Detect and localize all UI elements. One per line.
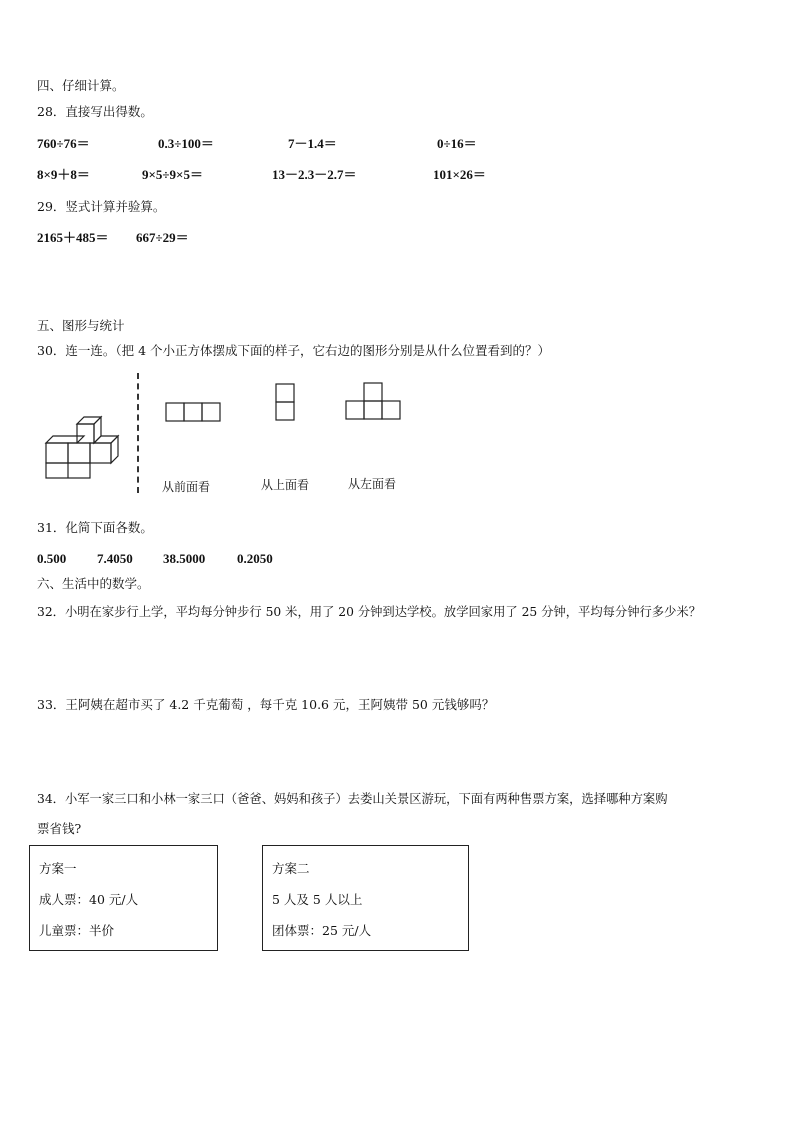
calc-item: 8×9＋8＝ xyxy=(37,167,90,182)
calc-item: 760÷76＝ xyxy=(37,136,90,151)
calc-item: 9×5÷9×5＝ xyxy=(142,167,203,182)
section-title-5: 五、图形与统计 xyxy=(37,318,125,333)
view-shape-3 xyxy=(345,382,403,422)
calc-item: 7－1.4＝ xyxy=(288,136,337,151)
question-30-label: 30．连一连。（把 4 个小正方体摆成下面的样子，它右边的图形分别是从什么位置看到的？） xyxy=(37,343,551,358)
view-shape-2 xyxy=(275,383,295,423)
section-title-6: 六、生活中的数学。 xyxy=(37,576,150,591)
plan-two-condition: 5 人及 5 人以上 xyxy=(272,892,363,907)
view-shape-1 xyxy=(165,402,222,422)
calc-item: 667÷29＝ xyxy=(136,230,189,245)
cube-stack-figure xyxy=(40,415,130,485)
view-caption-top: 从上面看 xyxy=(261,478,310,492)
plan-one-adult-price: 成人票：40 元/人 xyxy=(39,892,139,907)
question-28-label: 28．直接写出得数。 xyxy=(37,104,153,119)
calc-item: 0.3÷100＝ xyxy=(158,136,214,151)
number-item: 0.500 xyxy=(37,551,67,566)
calc-item: 101×26＝ xyxy=(433,167,486,182)
question-34-text: 34．小军一家三口和小林一家三口（爸爸、妈妈和孩子）去娄山关景区游玩，下面有两种售票方案，选择哪种方案购 xyxy=(37,792,668,806)
question-31-label: 31．化简下面各数。 xyxy=(37,520,153,535)
divider-dashed-line xyxy=(137,373,139,493)
plan-two-group-price: 团体票：25 元/人 xyxy=(272,923,372,938)
question-34-text-cont: 票省钱? xyxy=(37,821,82,836)
view-caption-left: 从左面看 xyxy=(348,477,397,491)
calc-item: 0÷16＝ xyxy=(437,136,477,151)
view-caption-front: 从前面看 xyxy=(162,480,211,494)
number-item: 7.4050 xyxy=(97,551,133,566)
number-item: 0.2050 xyxy=(237,551,273,566)
question-33-text: 33．王阿姨在超市买了 4.2 千克葡萄 ，每千克 10.6 元，王阿姨带 50 元钱够吗？ xyxy=(37,697,495,712)
question-32-text: 32．小明在家步行上学，平均每分钟步行 50 米，用了 20 分钟到达学校。放学回家用了 25 分钟，平均每分钟行多少米？ xyxy=(37,605,701,619)
plan-one-title: 方案一 xyxy=(39,861,77,876)
plan-one-box xyxy=(29,845,218,951)
plan-two-box xyxy=(262,845,469,951)
plan-one-child-price: 儿童票：半价 xyxy=(39,923,115,938)
question-29-label: 29．竖式计算并验算。 xyxy=(37,199,166,214)
plan-two-title: 方案二 xyxy=(272,861,310,876)
section-title-4: 四、仔细计算。 xyxy=(37,78,125,93)
calc-item: 13－2.3－2.7＝ xyxy=(272,167,357,182)
number-item: 38.5000 xyxy=(163,551,206,566)
calc-item: 2165＋485＝ xyxy=(37,230,109,245)
